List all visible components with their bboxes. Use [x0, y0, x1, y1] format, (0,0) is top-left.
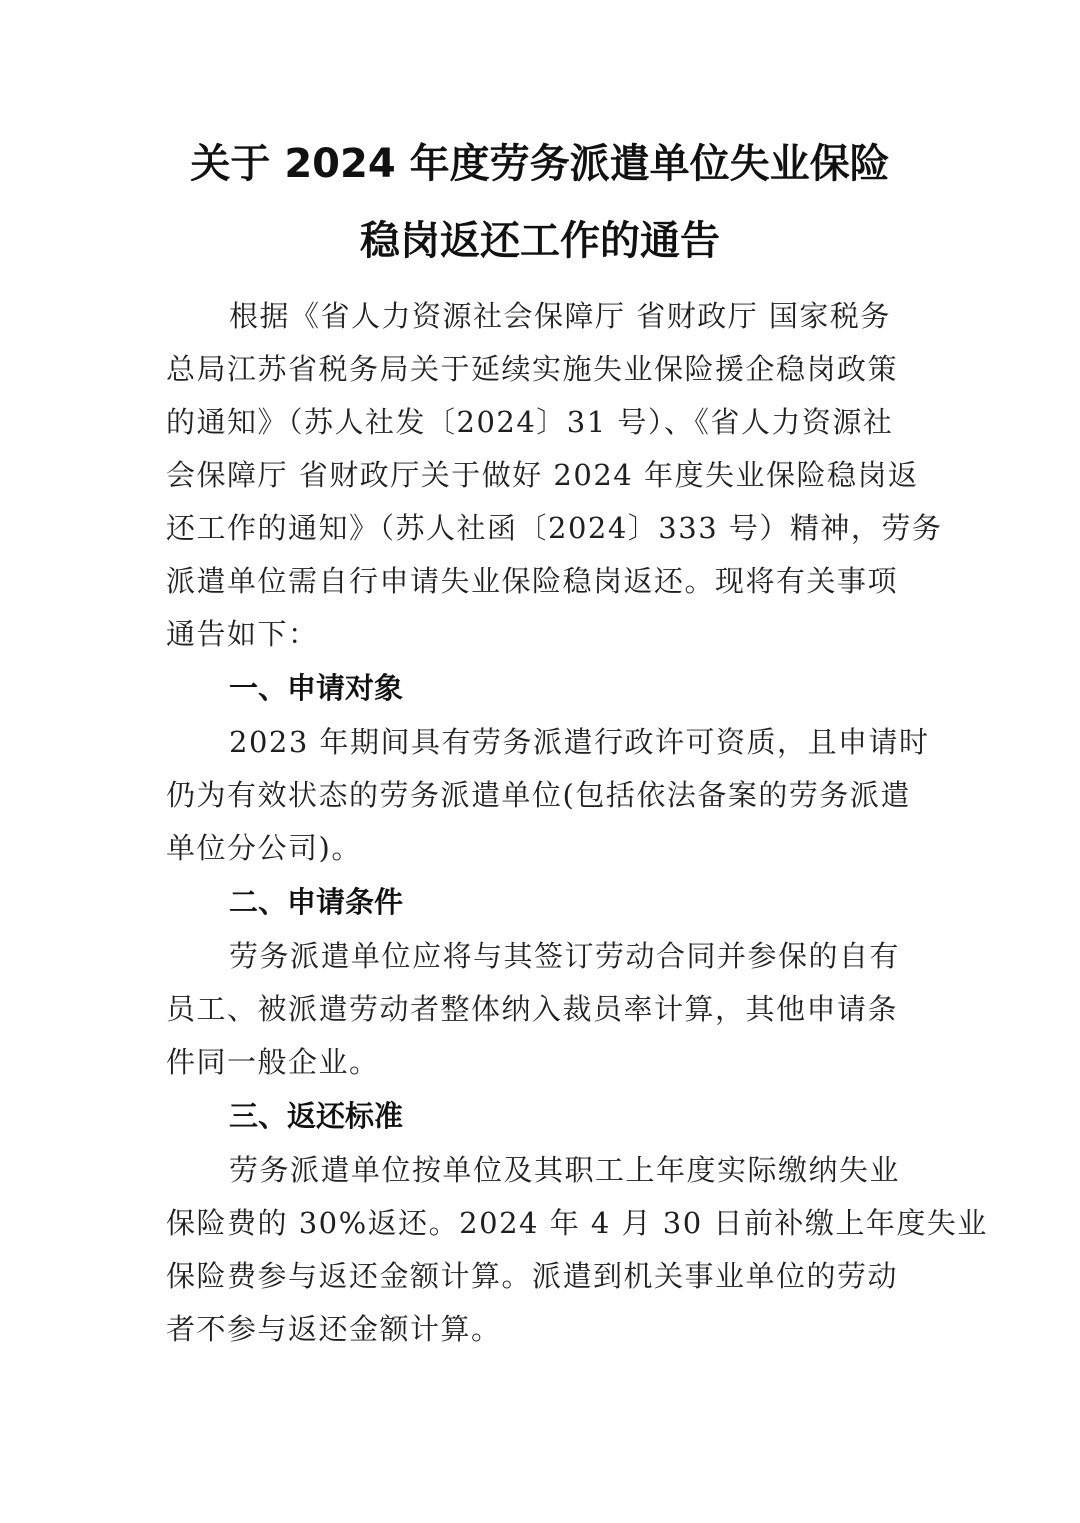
section-3-line-3: 保险费参与返还金额计算。派遣到机关事业单位的劳动: [166, 1259, 899, 1293]
section-2-line-2: 员工、被派遣劳动者整体纳入裁员率计算，其他申请条: [166, 992, 899, 1026]
section-3-line-4: 者不参与返还金额计算。: [166, 1312, 502, 1346]
intro-line-3: 的通知》（苏人社发〔2024〕31 号）、《省人力资源社: [166, 405, 894, 439]
section-1-line-1: 2023 年期间具有劳务派遣行政许可资质，且申请时: [229, 725, 930, 759]
section-3-line-1: 劳务派遣单位按单位及其职工上年度实际缴纳失业: [229, 1153, 901, 1187]
section-1-line-3: 单位分公司)。: [166, 831, 362, 865]
intro-line-4: 会保障厅 省财政厅关于做好 2024 年度失业保险稳岗返: [166, 458, 919, 492]
document-title-line-1: 关于 2024 年度劳务派遣单位失业保险: [190, 141, 890, 187]
intro-line-7: 通告如下：: [166, 617, 319, 651]
intro-line-6: 派遣单位需自行申请失业保险稳岗返还。现将有关事项: [166, 564, 899, 598]
section-3-line-2: 保险费的 30%返还。2024 年 4 月 30 日前补缴上年度失业: [166, 1206, 988, 1240]
section-heading-standard: 三、返还标准: [229, 1099, 404, 1133]
section-2-line-1: 劳务派遣单位应将与其签订劳动合同并参保的自有: [229, 939, 901, 973]
intro-line-2: 总局江苏省税务局关于延续实施失业保险援企稳岗政策: [166, 352, 899, 386]
section-2-line-3: 件同一般企业。: [166, 1045, 380, 1079]
document-title-line-2: 稳岗返还工作的通告: [360, 218, 720, 264]
intro-line-5: 还工作的通知》（苏人社函〔2024〕333 号）精神，劳务: [166, 511, 943, 545]
section-heading-conditions: 二、申请条件: [229, 885, 404, 919]
intro-line-1: 根据《省人力资源社会保障厅 省财政厅 国家税务: [229, 299, 891, 333]
section-heading-applicants: 一、申请对象: [229, 671, 404, 705]
section-1-line-2: 仍为有效状态的劳务派遣单位(包括依法备案的劳务派遣: [166, 778, 911, 812]
